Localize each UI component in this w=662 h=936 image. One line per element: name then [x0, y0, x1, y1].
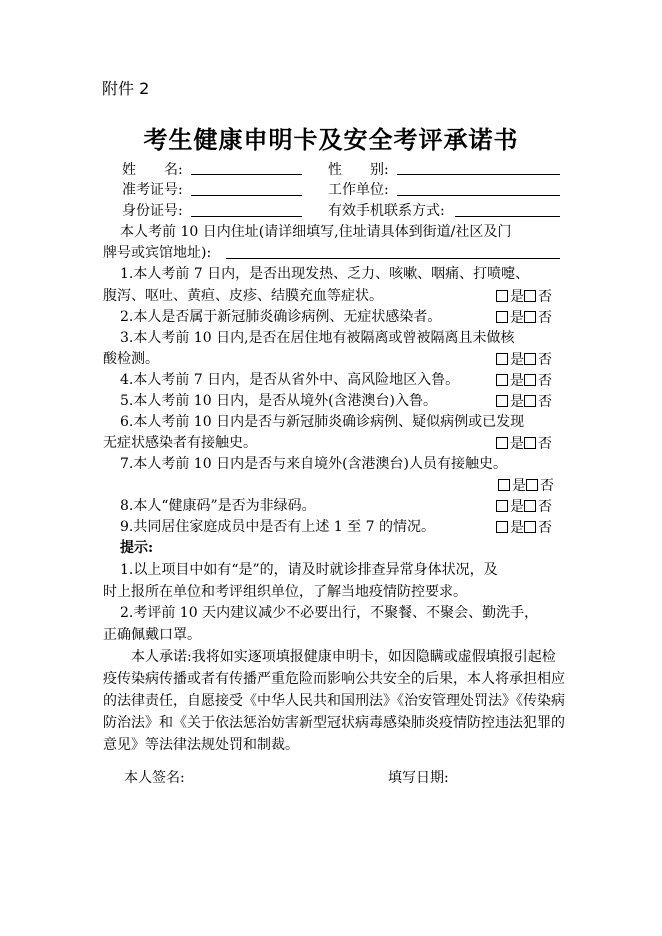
page-title: 考生健康申明卡及安全考评承诺书: [143, 125, 519, 154]
address-line-1: 本人考前 10 日内住址(请详细填写,住址请具体到街道/社区及门: [120, 224, 512, 240]
checkbox-icon[interactable]: [526, 479, 538, 491]
checkbox-icon[interactable]: [496, 374, 508, 386]
item-1-answer[interactable]: 是 否: [496, 286, 552, 306]
exam-no-label: 准考证号:: [122, 182, 183, 198]
item-6-answer[interactable]: 是 否: [496, 433, 552, 453]
checkbox-icon[interactable]: [496, 353, 508, 365]
item-1-line-1: 1.本人考前 7 日内，是否出现发热、乏力、咳嗽、咽痛、打喷嚏、: [120, 266, 530, 282]
name-field[interactable]: [191, 174, 302, 175]
checkbox-icon[interactable]: [496, 290, 508, 302]
pledge-text: 本人承诺:我将如实逐项填报健康申明卡，如因隐瞒或虚假填报引起检疫传染病传播或者有传播严重危险而影响公共安全的后果，本人将承担相应的法律责任，自愿接受《中华人民共和国刑法》《治安管理处罚法》《传染病防治法》和《关于依法惩治妨害新型冠状病毒感染肺炎疫情防控违法犯罪的意见》等法律法规处罚和制裁。: [103, 649, 565, 753]
item-8-line-1: 8.本人“健康码”是否为非绿码。: [120, 498, 316, 514]
exam-no-field[interactable]: [191, 195, 302, 196]
item-8-answer[interactable]: 是 否: [496, 496, 552, 516]
phone-field[interactable]: [455, 216, 560, 217]
checkbox-icon[interactable]: [524, 437, 536, 449]
item-3-line-1: 3.本人考前 10 日内,是否在居住地有被隔离或曾被隔离且未做核: [120, 330, 515, 346]
item-7-line-1: 7.本人考前 10 日内是否与来自境外(含港澳台)人员有接触史。: [120, 456, 507, 472]
name-label: 姓 名:: [122, 162, 183, 178]
checkbox-icon[interactable]: [524, 500, 536, 512]
gender-field[interactable]: [397, 174, 560, 175]
tip-1-line-2: 时上报所在单位和考评组织单位，了解当地疫情防控要求。: [103, 584, 467, 600]
checkbox-icon[interactable]: [524, 311, 536, 323]
checkbox-icon[interactable]: [524, 290, 536, 302]
tips-title: 提示:: [120, 540, 154, 556]
checkbox-icon[interactable]: [496, 500, 508, 512]
work-unit-label: 工作单位:: [328, 182, 389, 198]
item-6-line-1: 6.本人考前 10 日内是否与新冠肺炎确诊病例、疑似病例或已发现: [120, 414, 525, 430]
item-9-line-1: 9.共同居住家庭成员中是否有上述 1 至 7 的情况。: [120, 519, 435, 535]
item-5-answer[interactable]: 是 否: [496, 391, 552, 411]
checkbox-icon[interactable]: [524, 521, 536, 533]
checkbox-icon[interactable]: [524, 374, 536, 386]
checkbox-icon[interactable]: [496, 437, 508, 449]
attachment-label: 附件 2: [102, 79, 150, 98]
item-7-answer[interactable]: 是 否: [498, 475, 554, 495]
item-4-line-1: 4.本人考前 7 日内，是否从省外中、高风险地区入鲁。: [120, 372, 460, 388]
item-1-line-2: 腹泻、呕吐、黄疸、皮疹、结膜充血等症状。: [103, 288, 383, 304]
tip-2-line-2: 正确佩戴口罩。: [103, 627, 201, 643]
item-2-line-1: 2.本人是否属于新冠肺炎确诊病例、无症状感染者。: [120, 309, 442, 325]
checkbox-icon[interactable]: [496, 311, 508, 323]
item-5-line-1: 5.本人考前 10 日内，是否从境外(含港澳台)入鲁。: [120, 393, 437, 409]
checkbox-icon[interactable]: [496, 521, 508, 533]
id-no-label: 身份证号:: [122, 203, 183, 219]
address-line-2: 牌号或宾馆地址):: [103, 245, 212, 261]
work-unit-field[interactable]: [397, 195, 560, 196]
checkbox-icon[interactable]: [496, 395, 508, 407]
item-6-line-2: 无症状感染者有接触史。: [103, 435, 257, 451]
checkbox-icon[interactable]: [524, 353, 536, 365]
item-3-line-2: 酸检测。: [103, 351, 159, 367]
item-9-answer[interactable]: 是 否: [496, 517, 552, 537]
checkbox-icon[interactable]: [498, 479, 510, 491]
id-no-field[interactable]: [191, 216, 302, 217]
gender-label: 性 别:: [328, 162, 389, 178]
item-3-answer[interactable]: 是 否: [496, 349, 552, 369]
tip-2-line-1: 2.考评前 10 天内建议减少不必要出行，不聚餐、不聚会、勤洗手，: [120, 605, 539, 621]
date-label: 填写日期:: [388, 770, 449, 786]
address-field[interactable]: [226, 258, 560, 259]
item-2-answer[interactable]: 是 否: [496, 307, 552, 327]
signature-label: 本人签名:: [124, 770, 185, 786]
checkbox-icon[interactable]: [524, 395, 536, 407]
item-4-answer[interactable]: 是 否: [496, 370, 552, 390]
tip-1-line-1: 1.以上项目中如有“是”的，请及时就诊排查异常身体状况，及: [120, 562, 498, 578]
phone-label: 有效手机联系方式:: [328, 203, 445, 219]
